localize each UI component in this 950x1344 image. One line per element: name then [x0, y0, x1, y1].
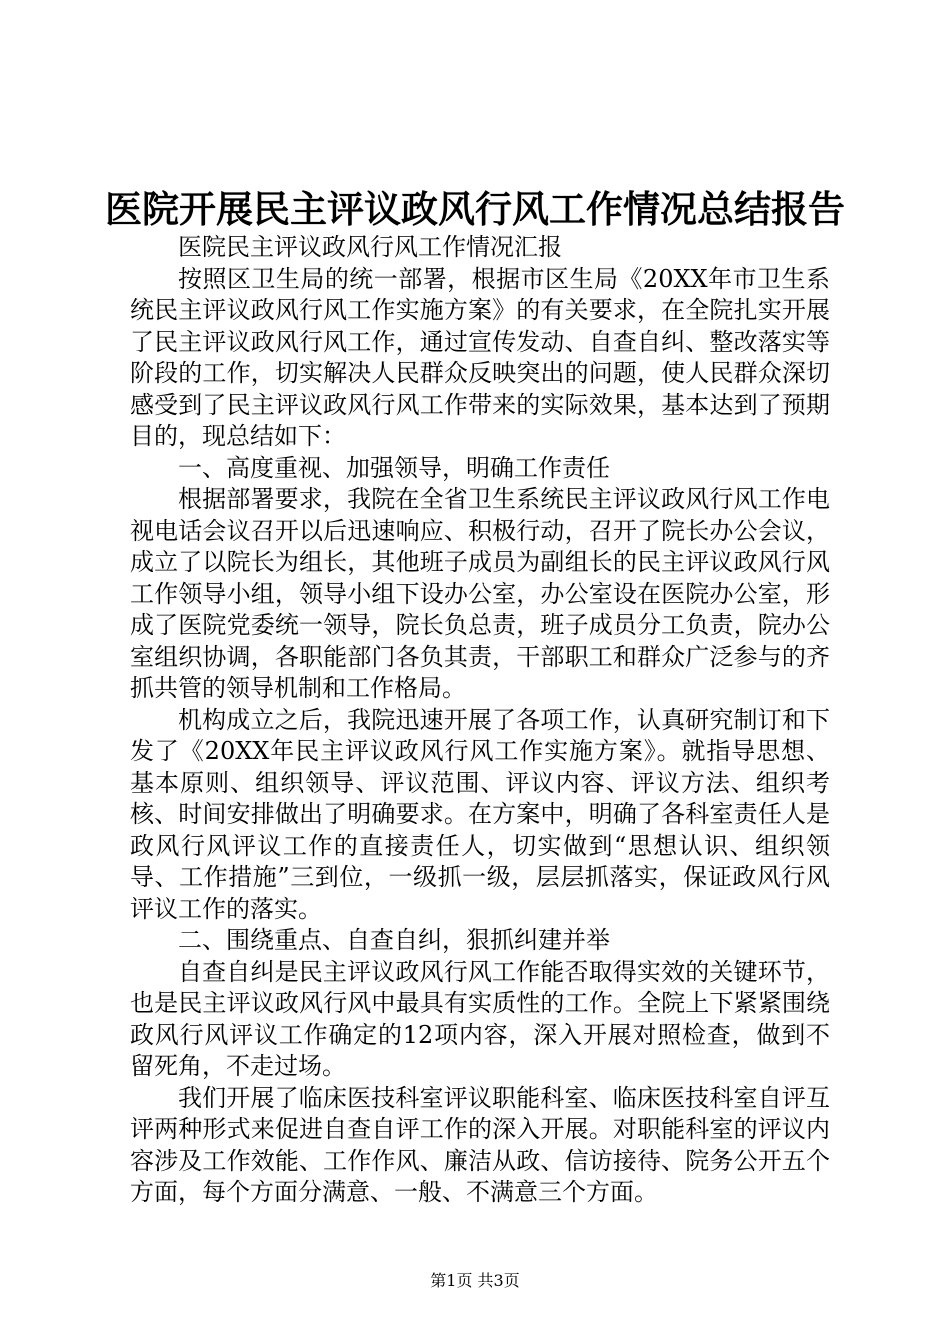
paragraph-intro: 按照区卫生局的统一部署，根据市区生局《20XX年市卫生系统民主评议政风行风工作实施方案》的有关要求，在全院扎实开展了民主评议政风行风工作，通过宣传发动、自查自纠、整改落实等阶段的工作，切实解决人民群众反映突出的问题，使人民群众深切感受到了民主评议政风行风工作带来的实际效果，基本达到了预期目的，现总结如下：	[130, 264, 830, 450]
paragraph-self-inspection: 自查自纠是民主评议政风行风工作能否取得实效的关键环节，也是民主评议政风行风中最具有实质性的工作。全院上下紧紧围绕政风行风评议工作确定的12项内容，深入开展对照检查，做到不留死角，不走过场。	[130, 957, 830, 1080]
page-footer: 第1页 共3页	[430, 1271, 520, 1290]
section-heading-1: 一、高度重视、加强领导，明确工作责任	[178, 453, 610, 482]
section-heading-2: 二、围绕重点、自查自纠，狠抓纠建并举	[178, 926, 610, 954]
document-body	[130, 232, 830, 1209]
paragraph-report-heading: 医院民主评议政风行风工作情况汇报	[178, 233, 562, 261]
paragraph-implementation-plan: 机构成立之后，我院迅速开展了各项工作，认真研究制订和下发了《20XX年民主评议政风行风工作实施方案》。就指导思想、基本原则、组织领导、评议范围、评议内容、评议方法、组织考核、时间安排做出了明确要求。在方案中，明确了各科室责任人是政风行风评议工作的直接责任人，切实做到“思想认识、组织领导、工作措施”三到位，一级抓一级，层层抓落实，保证政风行风评议工作的落实。	[130, 705, 830, 923]
paragraph-leadership: 根据部署要求，我院在全省卫生系统民主评议政风行风工作电视电话会议召开以后迅速响应、积极行动，召开了院长办公会议，成立了以院长为组长，其他班子成员为副组长的民主评议政风行风工作领导小组，领导小组下设办公室，办公室设在医院办公室，形成了医院党委统一领导，院长负总责，班子成员分工负责，院办公室组织协调，各职能部门各负其责，干部职工和群众广泛参与的齐抓共管的领导机制和工作格局。	[130, 485, 830, 702]
paragraph-evaluation-forms: 我们开展了临床医技科室评议职能科室、临床医技科室自评互评两种形式来促进自查自评工作的深入开展。对职能科室的评议内容涉及工作效能、工作作风、廉洁从政、信访接待、院务公开五个方面，每个方面分满意、一般、不满意三个方面。	[130, 1083, 830, 1206]
document-title: 医院开展民主评议政风行风工作情况总结报告	[105, 187, 845, 231]
